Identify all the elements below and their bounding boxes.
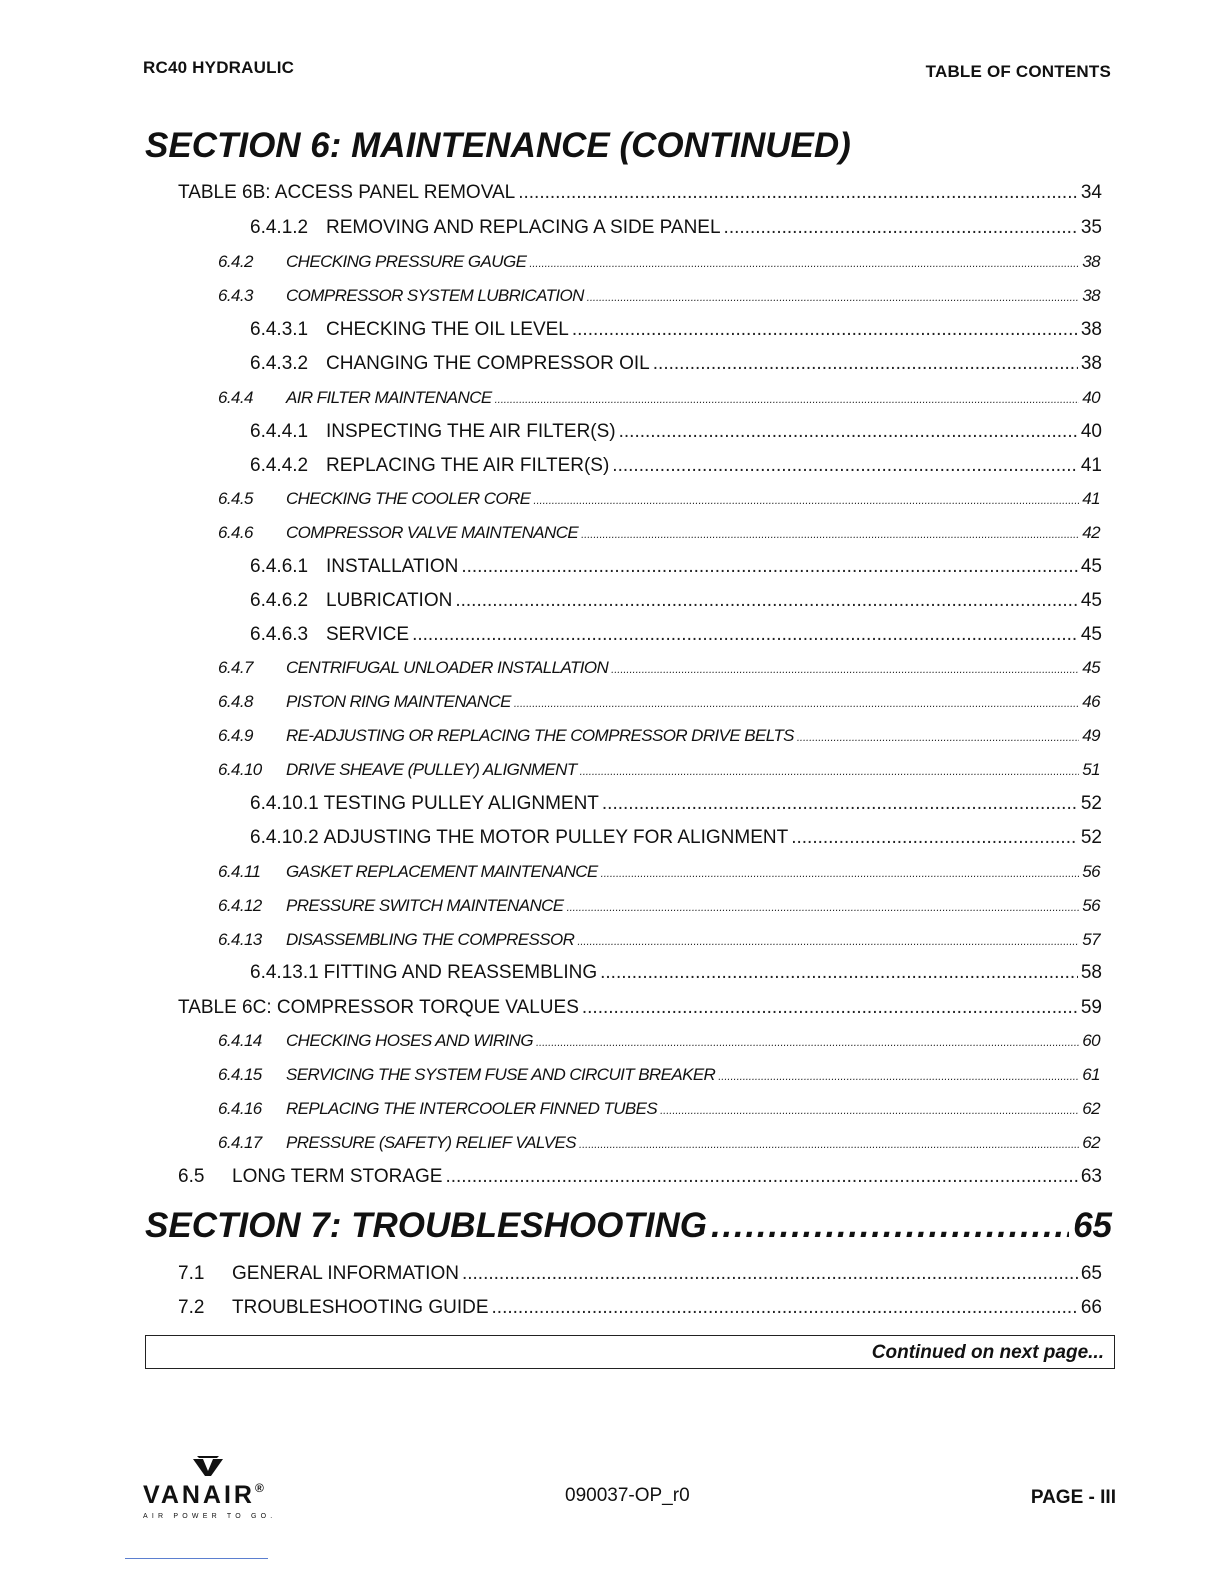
continued-notice-box — [145, 1335, 1115, 1369]
toc-entry-page: 45 — [1080, 590, 1102, 611]
toc-entry-page: 51 — [1082, 760, 1100, 779]
toc-entry-title: COMPRESSOR VALVE MAINTENANCE — [286, 523, 579, 542]
toc-entry-number: 6.4.4 — [218, 388, 253, 407]
toc-entry-page: 56 — [1082, 896, 1100, 915]
toc-entry-page: 45 — [1080, 624, 1102, 645]
toc-entry-number: 7.2 — [178, 1297, 205, 1318]
toc-entry[interactable] — [218, 930, 1100, 954]
document-header-left: RC40 HYDRAULIC — [143, 58, 295, 77]
toc-entry-number: 6.4.2 — [218, 252, 253, 271]
toc-entry[interactable] — [250, 793, 1102, 817]
toc-entry[interactable] — [218, 1065, 1100, 1089]
toc-entry-title: TABLE 6B: ACCESS PANEL REMOVAL — [178, 182, 516, 203]
toc-entry-title: SERVICE — [326, 624, 410, 645]
toc-entry-number: 6.4.16 — [218, 1099, 262, 1118]
toc-entry-page: 62 — [1082, 1133, 1100, 1152]
toc-entry-page: 57 — [1082, 930, 1100, 949]
toc-entry-title: GENERAL INFORMATION — [232, 1263, 459, 1284]
toc-entry[interactable] — [250, 455, 1102, 479]
toc-entry[interactable] — [250, 217, 1102, 241]
toc-entry-page: 52 — [1080, 827, 1102, 848]
toc-entry-number: 6.4.7 — [218, 658, 253, 677]
toc-entry-page: 52 — [1080, 793, 1102, 814]
toc-entry-title: FITTING AND REASSEMBLING — [323, 962, 598, 983]
toc-entry-title: SERVICING THE SYSTEM FUSE AND CIRCUIT BREAKER — [286, 1065, 716, 1084]
toc-entry-title: COMPRESSOR SYSTEM LUBRICATION — [286, 286, 584, 305]
toc-entry[interactable] — [250, 590, 1102, 614]
toc-entry-page: 35 — [1080, 217, 1102, 238]
toc-entry[interactable] — [250, 353, 1102, 377]
toc-entry-page: 63 — [1080, 1166, 1102, 1187]
toc-entry-page: 45 — [1080, 556, 1102, 577]
toc-entry[interactable] — [178, 1166, 1102, 1190]
toc-entry-title: REPLACING THE AIR FILTER(S) — [326, 455, 610, 476]
toc-entry-title: LONG TERM STORAGE — [232, 1166, 443, 1187]
toc-entry-title: CHECKING THE COOLER CORE — [286, 489, 531, 508]
toc-entry-page: 41 — [1082, 489, 1100, 508]
toc-entry[interactable] — [218, 1099, 1100, 1123]
toc-entry-number: 6.4.13 — [218, 930, 262, 949]
toc-entry[interactable] — [250, 556, 1102, 580]
toc-entry[interactable] — [218, 388, 1100, 412]
toc-entry-title: DISASSEMBLING THE COMPRESSOR — [286, 930, 575, 949]
toc-entry[interactable] — [218, 489, 1100, 513]
toc-entry-page: 66 — [1080, 1297, 1102, 1318]
toc-entry-title: PISTON RING MAINTENANCE — [286, 692, 511, 711]
toc-entry-page: 62 — [1082, 1099, 1100, 1118]
toc-entry[interactable] — [218, 252, 1100, 276]
toc-entry[interactable] — [250, 421, 1102, 445]
toc-entry-page: 40 — [1080, 421, 1102, 442]
section-6-title: SECTION 6: MAINTENANCE (CONTINUED) — [145, 126, 851, 165]
toc-entry[interactable] — [178, 997, 1102, 1021]
toc-entry-number: 6.4.3.2 — [250, 353, 309, 374]
toc-entry[interactable] — [178, 1263, 1102, 1287]
vanair-tagline: AIR POWER TO GO. — [143, 1513, 277, 1520]
toc-entry-number: 6.4.6.1 — [250, 556, 309, 577]
toc-entry-title: CHECKING HOSES AND WIRING — [286, 1031, 533, 1050]
toc-entry-number: 6.4.1.2 — [250, 217, 309, 238]
toc-entry-number: 6.4.5 — [218, 489, 253, 508]
toc-entry-title: DRIVE SHEAVE (PULLEY) ALIGNMENT — [286, 760, 577, 779]
toc-entry[interactable] — [218, 692, 1100, 716]
continued-notice: Continued on next page... — [871, 1342, 1104, 1363]
toc-entry-title: TROUBLESHOOTING GUIDE — [232, 1297, 489, 1318]
toc-entry-page: 38 — [1080, 319, 1102, 340]
toc-entry-title: INSTALLATION — [326, 556, 459, 577]
toc-entry-number: 6.4.3.1 — [250, 319, 309, 340]
toc-entry-number: 7.1 — [178, 1263, 205, 1284]
toc-entry[interactable] — [218, 286, 1100, 310]
page-number: PAGE - III — [1030, 1487, 1116, 1508]
toc-entry-number: 6.4.9 — [218, 726, 253, 745]
toc-entry[interactable] — [218, 760, 1100, 784]
toc-entry-number: 6.4.11 — [218, 862, 261, 881]
toc-entry-title: CHECKING PRESSURE GAUGE — [286, 252, 527, 271]
toc-entry-page: 45 — [1082, 658, 1100, 677]
toc-entry-title: AIR FILTER MAINTENANCE — [286, 388, 492, 407]
toc-entry-page: 59 — [1080, 997, 1102, 1018]
toc-entry-number: 6.4.4.2 — [250, 455, 309, 476]
toc-entry-number: 6.4.15 — [218, 1065, 262, 1084]
toc-entry-title: PRESSURE SWITCH MAINTENANCE — [286, 896, 564, 915]
toc-entry-number: 6.4.17 — [218, 1133, 262, 1152]
toc-entry-number: 6.4.8 — [218, 692, 253, 711]
toc-entry-title: REMOVING AND REPLACING A SIDE PANEL — [326, 217, 721, 238]
toc-entry-number: 6.4.12 — [218, 896, 262, 915]
toc-entry-page: 34 — [1080, 182, 1102, 203]
toc-entry-title: PRESSURE (SAFETY) RELIEF VALVES — [286, 1133, 577, 1152]
toc-entry-number: 6.4.10 — [218, 760, 262, 779]
toc-entry-page: 60 — [1082, 1031, 1100, 1050]
section-7-title: SECTION 7: TROUBLESHOOTING — [145, 1206, 707, 1245]
toc-entry-title: TABLE 6C: COMPRESSOR TORQUE VALUES — [178, 997, 579, 1018]
toc-entry[interactable] — [218, 1133, 1100, 1157]
toc-entry[interactable] — [218, 658, 1100, 682]
toc-entry-number: 6.5 — [178, 1166, 205, 1187]
document-header-right: TABLE OF CONTENTS — [925, 62, 1111, 81]
toc-entry-title: LUBRICATION — [326, 590, 453, 611]
toc-entry[interactable] — [218, 1031, 1100, 1055]
toc-entry[interactable] — [178, 1297, 1102, 1321]
vanair-brand-text: VANAIR® — [143, 1481, 264, 1509]
toc-entry-number: 6.4.10.2 — [250, 827, 319, 848]
toc-entry[interactable] — [178, 182, 1102, 206]
section-6-heading — [145, 126, 1112, 166]
document-id: 090037-OP_r0 — [565, 1485, 690, 1506]
toc-entry-number: 6.4.3 — [218, 286, 253, 305]
toc-entry-title: CHECKING THE OIL LEVEL — [326, 319, 569, 340]
vanair-emblem-icon — [191, 1455, 225, 1477]
toc-entry[interactable] — [218, 523, 1100, 547]
toc-entry-number: 6.4.6.3 — [250, 624, 309, 645]
toc-entry[interactable] — [250, 624, 1102, 648]
toc-entry-page: 41 — [1080, 455, 1102, 476]
toc-entry-page: 38 — [1082, 252, 1100, 271]
toc-entry[interactable] — [250, 962, 1102, 986]
toc-entry-number: 6.4.13.1 — [250, 962, 319, 983]
toc-entry-number: 6.4.10.1 — [250, 793, 319, 814]
toc-entry-title: REPLACING THE INTERCOOLER FINNED TUBES — [286, 1099, 658, 1118]
toc-entry[interactable] — [218, 896, 1100, 920]
toc-entry-page: 46 — [1082, 692, 1100, 711]
toc-entry[interactable] — [218, 726, 1100, 750]
toc-entry-page: 40 — [1082, 388, 1100, 407]
section-7-heading[interactable] — [145, 1206, 1112, 1246]
toc-entry-page: 61 — [1082, 1065, 1100, 1084]
toc-entry-title: ADJUSTING THE MOTOR PULLEY FOR ALIGNMENT — [323, 827, 789, 848]
toc-entry-title: GASKET REPLACEMENT MAINTENANCE — [286, 862, 598, 881]
footer-rule — [125, 1558, 268, 1559]
vanair-logo — [143, 1455, 293, 1525]
toc-entry[interactable] — [218, 862, 1100, 886]
toc-entry-title: RE-ADJUSTING OR REPLACING THE COMPRESSOR DRIVE BELTS — [286, 726, 794, 745]
toc-entry-number: 6.4.6 — [218, 523, 253, 542]
toc-entry-title: INSPECTING THE AIR FILTER(S) — [326, 421, 616, 442]
toc-entry-page: 38 — [1082, 286, 1100, 305]
toc-entry-number: 6.4.14 — [218, 1031, 262, 1050]
toc-entry-page: 58 — [1080, 962, 1102, 983]
toc-entry-number: 6.4.6.2 — [250, 590, 309, 611]
toc-entry-page: 65 — [1080, 1263, 1102, 1284]
toc-entry-page: 56 — [1082, 862, 1100, 881]
toc-entry-page: 42 — [1082, 523, 1100, 542]
toc-entry[interactable] — [250, 319, 1102, 343]
toc-entry-title: CENTRIFUGAL UNLOADER INSTALLATION — [286, 658, 609, 677]
toc-entry-title: TESTING PULLEY ALIGNMENT — [323, 793, 599, 814]
toc-entry-title: CHANGING THE COMPRESSOR OIL — [326, 353, 650, 374]
toc-entry-page: 49 — [1082, 726, 1100, 745]
section-7-page: 65 — [1073, 1206, 1112, 1245]
toc-entry-page: 38 — [1080, 353, 1102, 374]
toc-entry[interactable] — [250, 827, 1102, 851]
toc-entry-number: 6.4.4.1 — [250, 421, 309, 442]
